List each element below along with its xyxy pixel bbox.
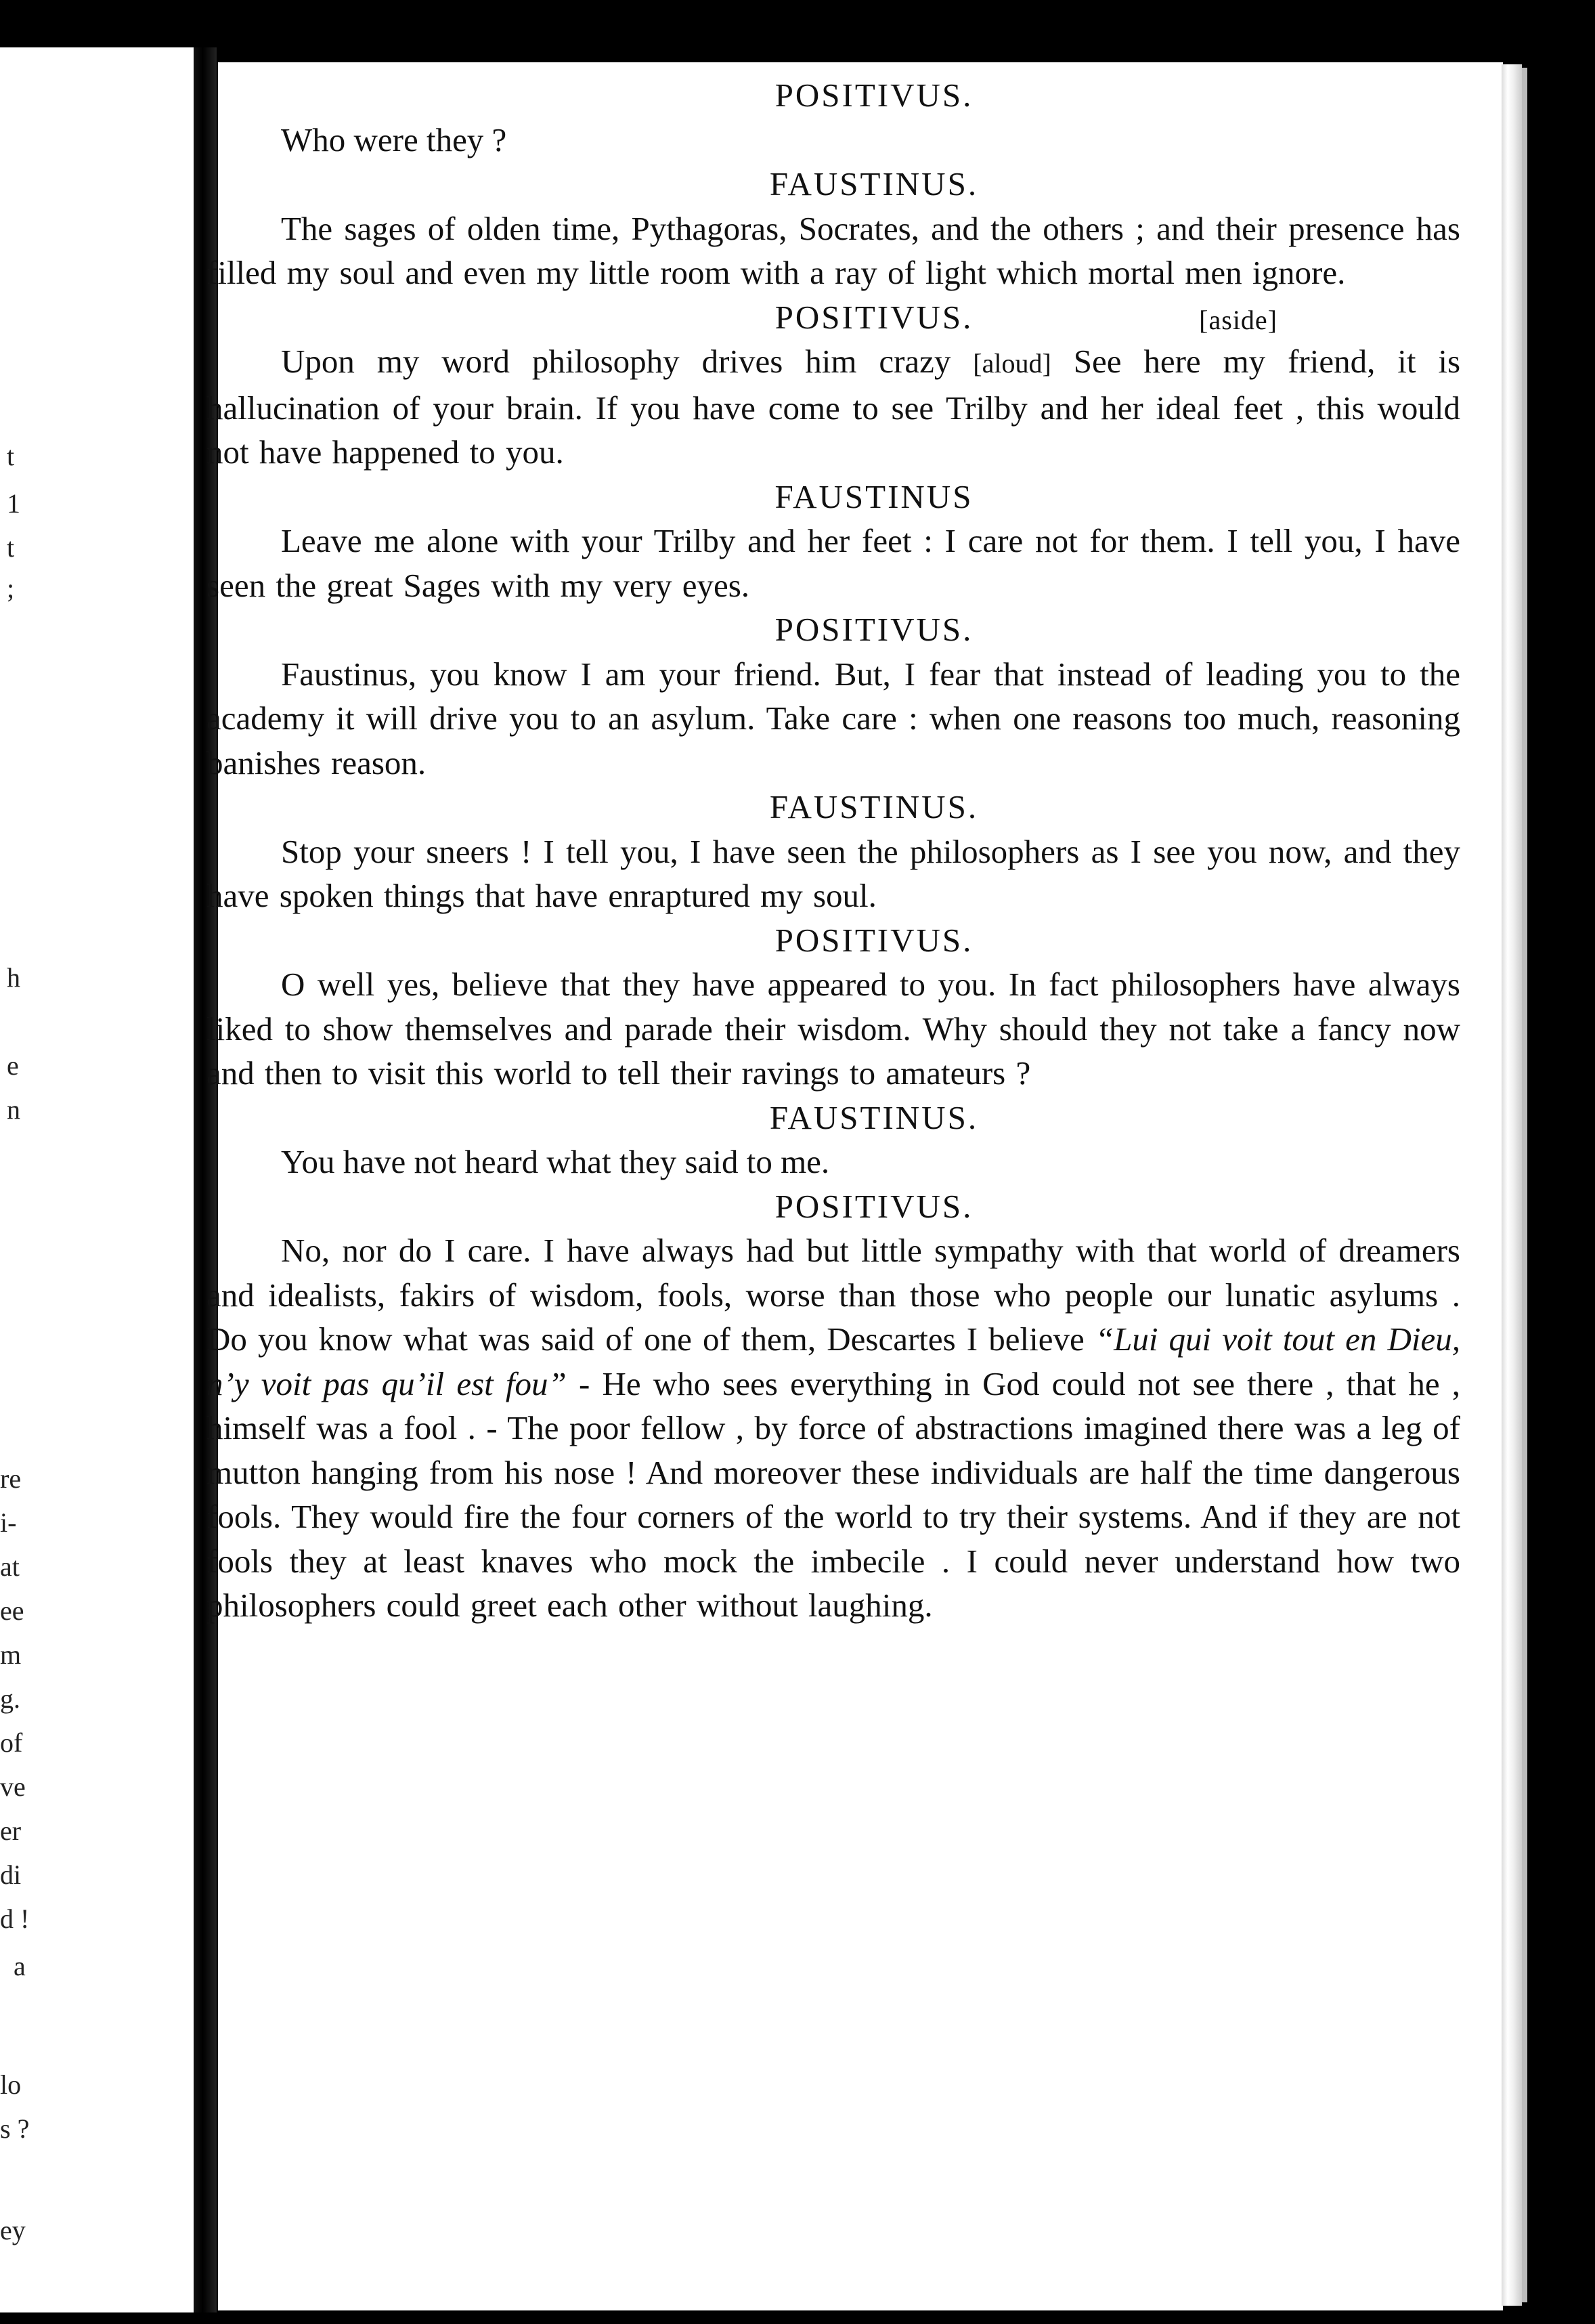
speaker-heading: FAUSTINUS.	[769, 165, 979, 202]
speaker-heading: POSITIVUS.	[774, 1187, 974, 1225]
stage-direction-aside: [aside]	[1199, 304, 1277, 335]
margin-fragment: of	[0, 1727, 23, 1758]
speech-paragraph: The sages of olden time, Pythagoras, Socrates, and the others ; and their presence has filled my soul and even my little room with a ray of light which mortal men ignore.	[206, 209, 1460, 291]
speaker-name: POSITIVUS.	[774, 298, 974, 336]
margin-fragment: ve	[0, 1771, 26, 1802]
margin-fragment: n	[7, 1094, 20, 1125]
speech-text: Upon my word philosophy drives him crazy	[281, 343, 951, 380]
speech-paragraph	[206, 1228, 1460, 1628]
speech-paragraph: Faustinus, you know I am your friend. But, I fear that instead of leading you to the academy it will drive you to an asylum. Take care : when one reasons too much, reasoning banishes reason.	[206, 655, 1460, 781]
margin-fragment: d !	[0, 1903, 30, 1934]
speech-paragraph	[206, 339, 1460, 475]
left-facing-page	[0, 47, 203, 2312]
speech-text: No, nor do I care. I have always had but little sympathy with that world of dreamers and idealists, fakirs of wisdom, fools, worse than those who people our lunatic asylums . Do you know what was said of one of them, Descartes I believe	[206, 1232, 1460, 1358]
speech-text: See here my friend, it is hallucination of your brain. If you have come to see Trilby and her ideal feet , this would not have happened to you.	[206, 343, 1461, 471]
speaker-heading	[206, 295, 1460, 340]
margin-fragment: i-	[0, 1507, 17, 1538]
margin-fragment: h	[7, 962, 20, 993]
margin-fragment: t	[7, 441, 15, 471]
speech-paragraph: Who were they ?	[281, 121, 507, 158]
dialogue-text	[206, 73, 1460, 1628]
margin-fragment: g.	[0, 1683, 20, 1714]
speech-paragraph: O well yes, believe that they have appeared to you. In fact philosophers have always liked to show themselves and parade their wisdom. Why should they not take a fancy now and then to visit this world to tell their ravings to amateurs ?	[206, 966, 1460, 1092]
stage-direction-aloud: [aloud]	[973, 348, 1051, 379]
page-edge	[1502, 64, 1522, 2306]
margin-fragment: 1	[7, 488, 20, 519]
margin-fragment: e	[7, 1050, 19, 1081]
margin-fragment: ;	[7, 573, 15, 603]
speaker-heading: POSITIVUS.	[774, 921, 974, 959]
speaker-heading: POSITIVUS.	[774, 77, 974, 114]
margin-fragment: s ?	[0, 2113, 30, 2144]
french-quotation: “Lui qui voit tout en Dieu, n’y voit pas qu’il est fou”	[206, 1320, 1460, 1402]
margin-fragment: re	[0, 1463, 22, 1494]
margin-fragment: er	[0, 1815, 22, 1846]
margin-fragment: ee	[0, 1595, 24, 1626]
speech-text: - He who sees everything in God could not see there , that he , himself was a fool . - The poor fellow , by force of abstractions imagined there was a leg of mutton hanging from his nose ! And moreover these individuals are half the time dangerous fools. They would fire the four corners of the world to try their systems. And if they are not fools they at least knaves who mock the imbecile . I could never understand how two philosophers could greet each other without laughing.	[206, 1364, 1461, 1624]
margin-fragment: m	[0, 1639, 22, 1670]
speech-paragraph: You have not heard what they said to me.	[281, 1143, 830, 1180]
speaker-heading: FAUSTINUS	[774, 477, 974, 515]
margin-fragment: t	[7, 532, 15, 563]
margin-fragment: a	[14, 1951, 26, 1981]
speaker-heading: POSITIVUS.	[774, 611, 974, 648]
page-edge-shadow	[1522, 68, 1527, 2302]
speech-paragraph: Stop your sneers ! I tell you, I have seen the philosophers as I see you now, and they have spoken things that have enraptured my soul.	[206, 832, 1460, 914]
margin-fragment: at	[0, 1551, 20, 1582]
margin-fragment: di	[0, 1859, 22, 1890]
margin-fragment: ey	[0, 2215, 26, 2245]
speaker-heading: FAUSTINUS.	[769, 1098, 979, 1136]
speech-paragraph: Leave me alone with your Trilby and her feet : I care not for them. I tell you, I have seen the great Sages with my very eyes.	[206, 522, 1460, 604]
speaker-heading: FAUSTINUS.	[769, 788, 979, 825]
margin-fragment: lo	[0, 2069, 22, 2100]
